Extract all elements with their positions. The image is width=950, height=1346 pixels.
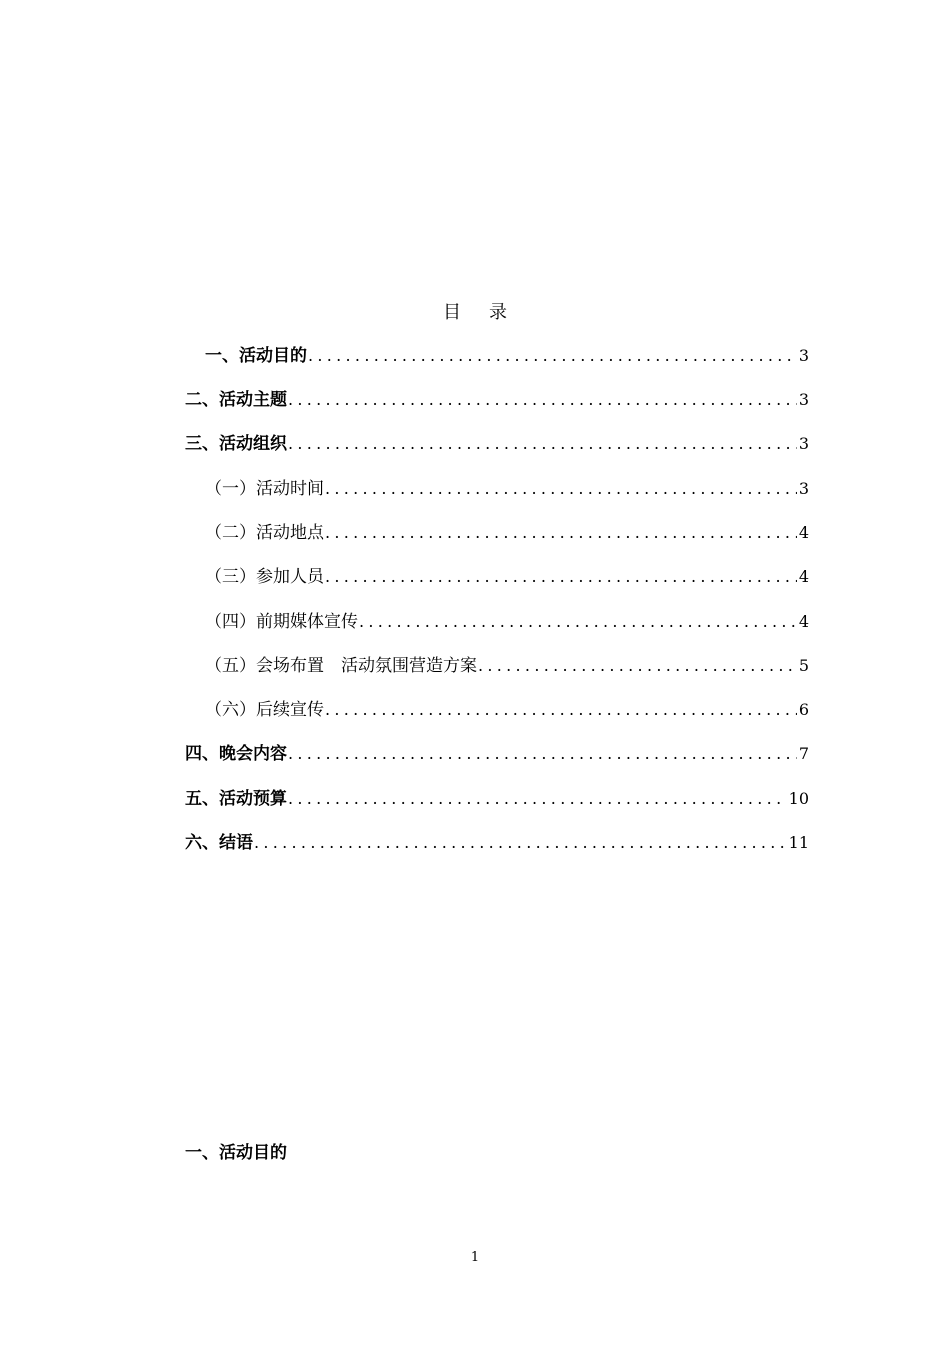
toc-entry-label: （三）参加人员 — [205, 567, 324, 587]
toc-title-left: 目 — [443, 302, 461, 323]
toc-entry-label: （四）前期媒体宣传 — [205, 612, 358, 632]
toc-entry-page: 6 — [798, 700, 809, 719]
toc-entry[interactable] — [205, 650, 809, 682]
toc-entry-label: （二）活动地点 — [205, 523, 324, 543]
toc-leader-dots — [324, 473, 797, 505]
toc-entry-label: 五、活动预算 — [185, 789, 287, 809]
toc-entry-page: 4 — [798, 523, 809, 542]
section-heading: 一、活动目的 — [185, 1143, 287, 1163]
toc-entry[interactable] — [185, 428, 809, 460]
toc-entry[interactable] — [205, 606, 809, 638]
toc-entry[interactable] — [205, 340, 809, 372]
toc-entry-page: 5 — [798, 656, 809, 675]
toc-entry[interactable] — [205, 561, 809, 593]
toc-entry-page: 3 — [798, 346, 809, 365]
toc-entry[interactable] — [185, 827, 809, 859]
toc-entry-page: 7 — [798, 744, 809, 763]
toc-entry-label: （一）活动时间 — [205, 479, 324, 499]
toc-leader-dots — [324, 561, 797, 593]
toc-entry-page: 3 — [798, 479, 809, 498]
toc-entry-page: 3 — [798, 434, 809, 453]
toc-leader-dots — [287, 384, 797, 416]
toc-leader-dots — [324, 694, 797, 726]
toc-entry[interactable] — [185, 384, 809, 416]
toc-leader-dots — [287, 738, 797, 770]
toc-entry-page: 4 — [798, 612, 809, 631]
toc-leader-dots — [253, 827, 787, 859]
toc-entry-label: 一、活动目的 — [205, 346, 307, 366]
toc-entry[interactable] — [205, 473, 809, 505]
toc-leader-dots — [307, 340, 797, 372]
toc-leader-dots — [477, 650, 797, 682]
toc-leader-dots — [358, 606, 797, 638]
toc-entry[interactable] — [185, 783, 809, 815]
toc-entry[interactable] — [185, 738, 809, 770]
toc-entry-label: 四、晚会内容 — [185, 744, 287, 764]
toc-entry-label: （六）后续宣传 — [205, 700, 324, 720]
toc-entry[interactable] — [205, 517, 809, 549]
toc-entry-page: 4 — [798, 567, 809, 586]
toc-leader-dots — [324, 517, 797, 549]
toc-entry-label: （五）会场布置 活动氛围营造方案 — [205, 656, 477, 676]
toc-leader-dots — [287, 428, 797, 460]
page-number: 1 — [470, 1250, 480, 1265]
toc-entry[interactable] — [205, 694, 809, 726]
toc-entry-page: 3 — [798, 390, 809, 409]
toc-entry-label: 三、活动组织 — [185, 434, 287, 454]
toc-entry-label: 二、活动主题 — [185, 390, 287, 410]
toc-entry-page: 10 — [788, 789, 809, 808]
toc-title — [0, 298, 950, 324]
toc-entry-page: 11 — [788, 833, 809, 852]
toc-title-right: 录 — [489, 302, 507, 323]
toc-leader-dots — [287, 783, 787, 815]
toc-entry-label: 六、结语 — [185, 833, 253, 853]
